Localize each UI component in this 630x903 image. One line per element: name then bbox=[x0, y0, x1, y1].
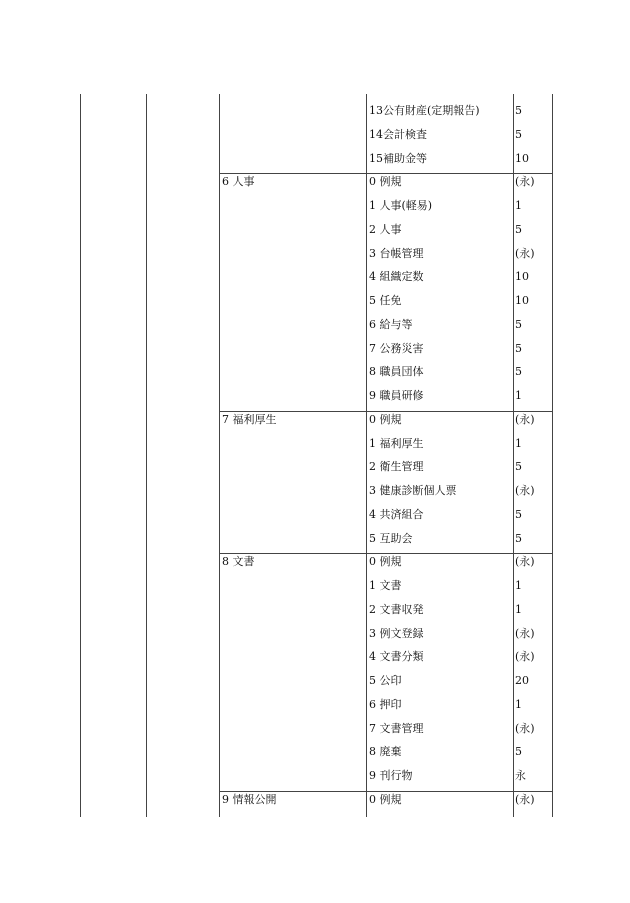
retention-period: 5 bbox=[515, 531, 522, 545]
retention-period: (永) bbox=[515, 412, 535, 426]
column-rule bbox=[219, 94, 220, 817]
item-label: 4 組織定数 bbox=[369, 270, 424, 284]
item-label: 1 文書 bbox=[369, 579, 402, 592]
retention-period: 5 bbox=[515, 341, 522, 355]
item-label: 0 例規 bbox=[369, 412, 402, 426]
group-separator bbox=[219, 411, 552, 412]
item-label: 6 給与等 bbox=[369, 317, 413, 331]
item-label: 13公有財産(定期報告) bbox=[369, 104, 480, 117]
category-label: 7 福利厚生 bbox=[222, 412, 277, 426]
retention-period: 永 bbox=[515, 769, 526, 782]
item-label: 15補助金等 bbox=[369, 151, 427, 165]
item-label: 2 文書収発 bbox=[369, 602, 424, 616]
item-label: 7 公務災害 bbox=[369, 341, 424, 355]
retention-period: 5 bbox=[515, 104, 522, 117]
column-rule bbox=[146, 94, 147, 817]
item-label: 9 職員研修 bbox=[369, 389, 424, 402]
retention-period: 5 bbox=[515, 317, 522, 331]
item-label: 5 公印 bbox=[369, 674, 402, 687]
retention-period: 5 bbox=[515, 365, 522, 379]
retention-period: 20 bbox=[515, 674, 529, 687]
retention-period: (永) bbox=[515, 484, 535, 497]
item-label: 1 人事(軽易) bbox=[369, 199, 433, 212]
item-label: 4 共済組合 bbox=[369, 507, 424, 521]
retention-period: 1 bbox=[515, 199, 522, 212]
retention-period: 1 bbox=[515, 579, 522, 592]
column-rule bbox=[366, 94, 367, 817]
retention-period: (永) bbox=[515, 650, 535, 664]
item-label: 0 例規 bbox=[369, 175, 402, 189]
retention-period: 5 bbox=[515, 222, 522, 236]
retention-period: (永) bbox=[515, 175, 535, 189]
retention-period: 10 bbox=[515, 294, 529, 307]
item-label: 3 例文登録 bbox=[369, 626, 424, 640]
item-label: 5 互助会 bbox=[369, 531, 413, 545]
item-label: 3 台帳管理 bbox=[369, 246, 424, 260]
item-label: 6 押印 bbox=[369, 697, 402, 711]
column-rule bbox=[552, 94, 553, 817]
item-label: 0 例規 bbox=[369, 555, 402, 569]
retention-period: (永) bbox=[515, 246, 535, 260]
item-label: 5 任免 bbox=[369, 294, 402, 307]
retention-period: (永) bbox=[515, 626, 535, 640]
column-rule bbox=[80, 94, 81, 817]
retention-period: 1 bbox=[515, 602, 522, 616]
item-label: 2 人事 bbox=[369, 222, 402, 236]
item-label: 9 刊行物 bbox=[369, 769, 413, 782]
item-label: 7 文書管理 bbox=[369, 721, 424, 735]
retention-period: (永) bbox=[515, 792, 535, 806]
retention-period: (永) bbox=[515, 721, 535, 735]
retention-period: (永) bbox=[515, 555, 535, 569]
item-label: 8 職員団体 bbox=[369, 365, 424, 379]
item-label: 1 福利厚生 bbox=[369, 436, 424, 450]
category-label: 8 文書 bbox=[222, 555, 255, 569]
retention-period: 5 bbox=[515, 460, 522, 474]
column-rule bbox=[513, 94, 514, 817]
group-separator bbox=[219, 791, 552, 792]
retention-period: 5 bbox=[515, 127, 522, 141]
category-label: 6 人事 bbox=[222, 175, 255, 189]
retention-period: 10 bbox=[515, 151, 529, 165]
item-label: 0 例規 bbox=[369, 792, 402, 806]
retention-period: 10 bbox=[515, 270, 529, 284]
retention-period: 5 bbox=[515, 745, 522, 759]
retention-period: 5 bbox=[515, 507, 522, 521]
category-label: 9 情報公開 bbox=[222, 792, 277, 806]
item-label: 2 衛生管理 bbox=[369, 460, 424, 474]
retention-period: 1 bbox=[515, 436, 522, 450]
item-label: 14会計検査 bbox=[369, 127, 427, 141]
retention-period: 1 bbox=[515, 697, 522, 711]
retention-period: 1 bbox=[515, 389, 522, 402]
item-label: 4 文書分類 bbox=[369, 650, 424, 664]
item-label: 3 健康診断個人票 bbox=[369, 484, 457, 497]
item-label: 8 廃棄 bbox=[369, 745, 402, 759]
